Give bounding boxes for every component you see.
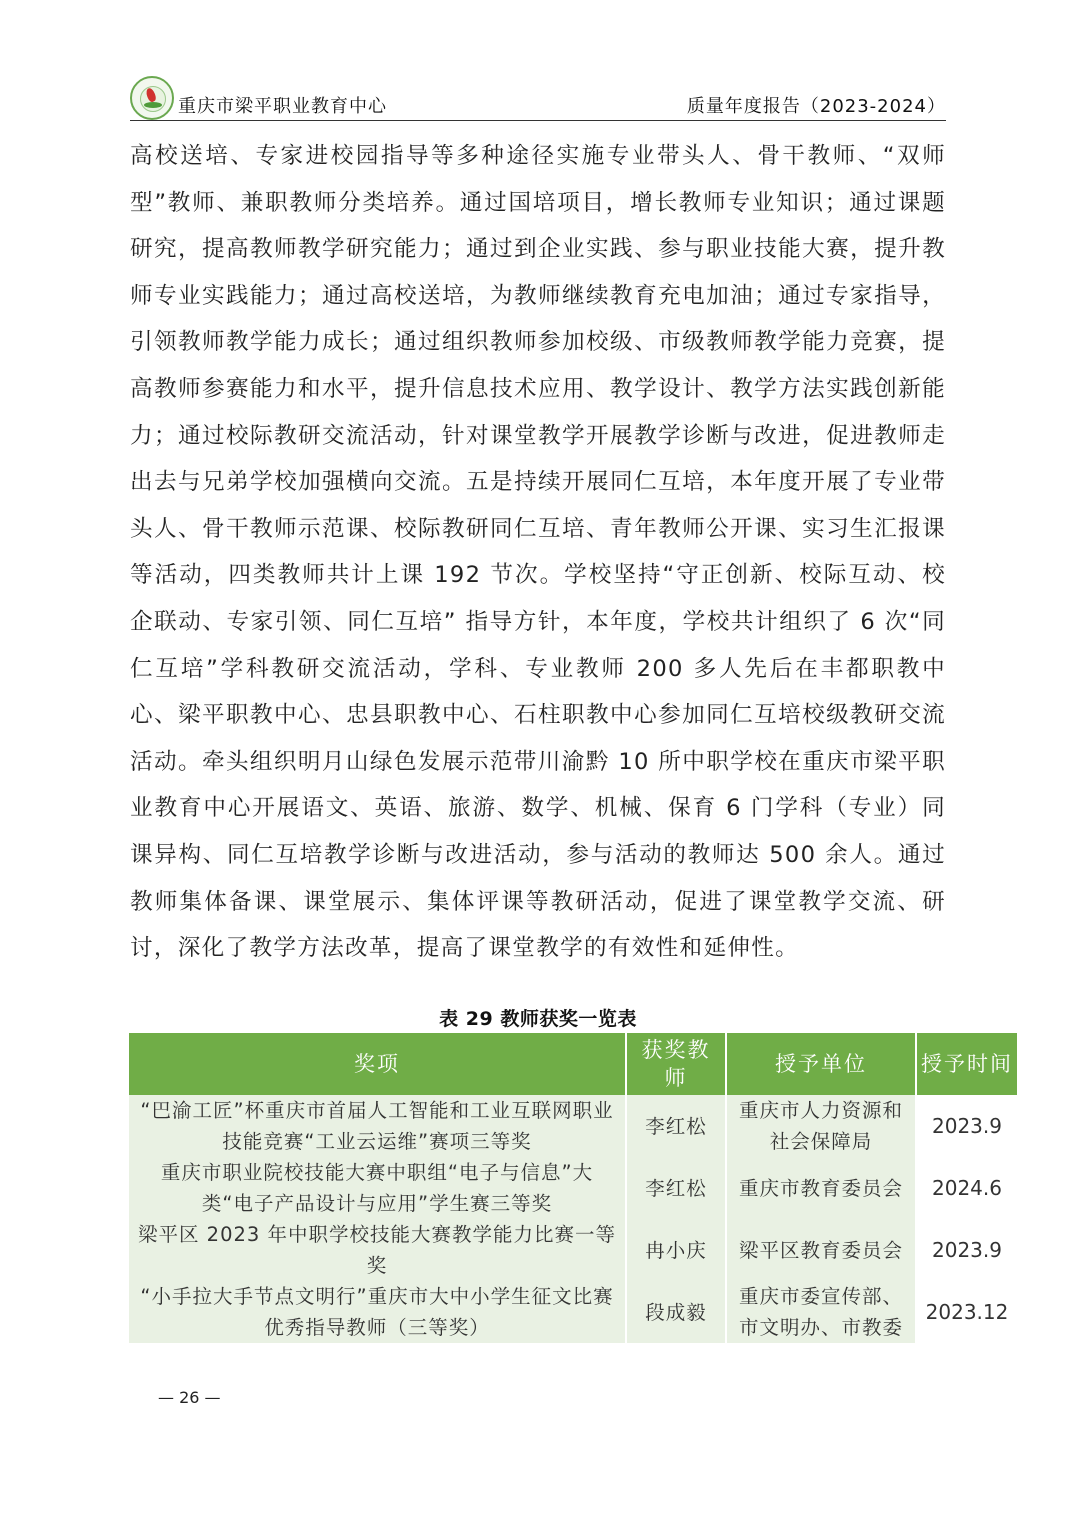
body-paragraph: 高校送培、专家进校园指导等多种途径实施专业带头人、骨干教师、“双师型”教师、兼职教师分类培养。通过国培项目，增长教师专业知识；通过课题研究，提高教师教学研究能力；通过到企业实践、参与职业技能大赛，提升教师专业实践能力；通过高校送培，为教师继续教育充电加油；通过专家指导，引领教师教学能力成长；通过组织教师参加校级、市级教师教学能力竞赛，提高教师参赛能力和水平，提升信息技术应用、教学设计、教学方法实践创新能力；通过校际教研交流活动，针对课堂教学开展教学诊断与改进，促进教师走出去与兄弟学校加强横向交流。五是持续开展同仁互培，本年度开展了专业带头人、骨干教师示范课、校际教研同仁互培、青年教师公开课、实习生汇报课等活动，四类教师共计上课 192 节次。学校坚持“守正创新、校际互动、校企联动、专家引领、同仁互培” 指导方针，本年度，学校共计组织了 6 次“同仁互培”学科教研交流活动，学科、专业教师 200 多人先后在丰都职教中心、梁平职教中心、忠县职教中心、石柱职教中心参加同仁互培校级教研交流活动。牵头组织明月山绿色发展示范带川渝黔 10 所中职学校在重庆市梁平职业教育中心开展语文、英语、旅游、数学、机械、保育 6 门学科（专业）同课异构、同仁互培教学诊断与改进活动，参与活动的教师达 500 余人。通过教师集体备课、课堂展示、集体评课等教研活动，促进了课堂教学交流、研讨，深化了教学方法改革，提高了课堂教学的有效性和延伸性。 (130, 143, 946, 962)
unit-cell: 重庆市委宣传部、市文明办、市教委 (727, 1281, 915, 1343)
header-unit: 授予单位 (727, 1033, 915, 1095)
award-cell: 梁平区 2023 年中职学校技能大赛教学能力比赛一等奖 (129, 1219, 625, 1281)
logo-leaf-icon (144, 102, 162, 108)
table-row (129, 1281, 1017, 1343)
school-name: 重庆市梁平职业教育中心 (178, 96, 387, 117)
award-cell: 重庆市职业院校技能大赛中职组“电子与信息”大类“电子产品设计与应用”学生赛三等奖 (129, 1157, 625, 1219)
school-logo (130, 76, 174, 120)
header-teacher: 获奖教师 (627, 1033, 725, 1095)
teacher-cell: 李红松 (627, 1157, 725, 1219)
table-caption: 表 29 教师获奖一览表 (439, 1008, 637, 1030)
report-title: 质量年度报告（2023-2024） (686, 96, 946, 117)
table-row (129, 1095, 1017, 1157)
award-cell: “小手拉大手节点文明行”重庆市大中小学生征文比赛优秀指导教师（三等奖） (129, 1281, 625, 1343)
teacher-cell: 李红松 (627, 1095, 725, 1157)
page-header (130, 74, 946, 121)
header-date: 授予时间 (917, 1033, 1017, 1095)
date-cell: 2023.12 (917, 1281, 1017, 1343)
award-cell: “巴渝工匠”杯重庆市首届人工智能和工业互联网职业技能竞赛“工业云运维”赛项三等奖 (129, 1095, 625, 1157)
teacher-cell: 冉小庆 (627, 1219, 725, 1281)
date-cell: 2023.9 (917, 1095, 1017, 1157)
unit-cell: 梁平区教育委员会 (727, 1219, 915, 1281)
header-award: 奖项 (129, 1033, 625, 1095)
page-number: — 26 — (158, 1388, 221, 1407)
awards-table (127, 1033, 1019, 1343)
table-header-row (129, 1033, 1017, 1095)
table-row (129, 1219, 1017, 1281)
teacher-cell: 段成毅 (627, 1281, 725, 1343)
table-row (129, 1157, 1017, 1219)
unit-cell: 重庆市人力资源和社会保障局 (727, 1095, 915, 1157)
date-cell: 2023.9 (917, 1219, 1017, 1281)
unit-cell: 重庆市教育委员会 (727, 1157, 915, 1219)
date-cell: 2024.6 (917, 1157, 1017, 1219)
